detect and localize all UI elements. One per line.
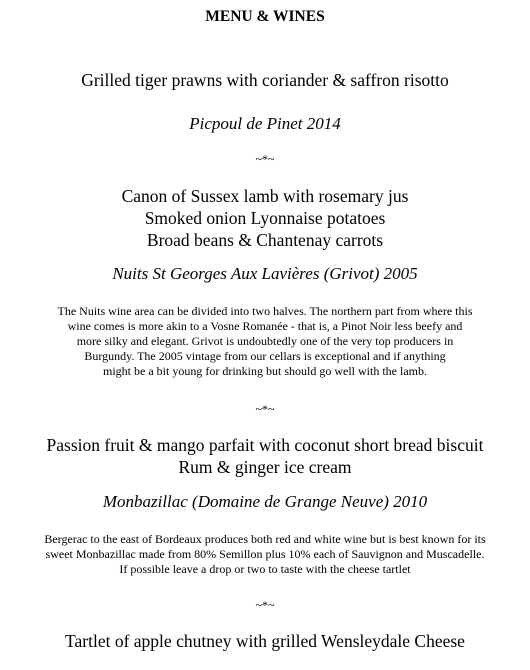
course3-note-line-3: If possible leave a drop or two to taste with the cheese tartlet <box>119 562 411 576</box>
course2-wine: Nuits St Georges Aux Lavières (Grivot) 2005 <box>112 264 418 283</box>
course3-wine: Monbazillac (Domaine de Grange Neuve) 2010 <box>102 492 428 511</box>
course3-dish-1: Passion fruit & mango parfait with coconut short bread biscuit <box>46 435 484 455</box>
course1-dish: Grilled tiger prawns with coriander & saffron risotto <box>81 70 449 90</box>
course2-dish-3: Broad beans & Chantenay carrots <box>146 230 384 250</box>
separator-1: ~*~ <box>255 152 275 166</box>
separator-2: ~*~ <box>255 402 275 416</box>
course2-note-line-1: The Nuits wine area can be divided into two halves. The northern part from where this <box>57 304 473 318</box>
course3-dish-2: Rum & ginger ice cream <box>178 457 352 477</box>
course2-note-line-2: wine comes is more akin to a Vosne Romanée - that is, a Pinot Noir less beefy and <box>67 319 463 333</box>
course1-wine: Picpoul de Pinet 2014 <box>189 114 341 133</box>
menu-title: MENU & WINES <box>205 8 325 25</box>
course2-note-line-3: more silky and elegant. Grivot is undoubtedly one of the very top producers in <box>76 334 454 348</box>
course2-dish-2: Smoked onion Lyonnaise potatoes <box>144 208 386 228</box>
course3-note-line-1: Bergerac to the east of Bordeaux produces both red and white wine but is best known for its <box>44 532 486 546</box>
course2-note-line-4: Burgundy. The 2005 vintage from our cellars is exceptional and if anything <box>84 349 446 363</box>
course2-note-line-5: might be a bit young for drinking but should go well with the lamb. <box>103 364 427 378</box>
course3-note-line-2: sweet Monbazillac made from 80% Semillon plus 10% each of Sauvignon and Muscadelle. <box>45 547 485 561</box>
course2-dish-1: Canon of Sussex lamb with rosemary jus <box>121 186 409 206</box>
course4-dish: Tartlet of apple chutney with grilled Wensleydale Cheese <box>65 631 465 651</box>
separator-3: ~*~ <box>255 598 275 612</box>
